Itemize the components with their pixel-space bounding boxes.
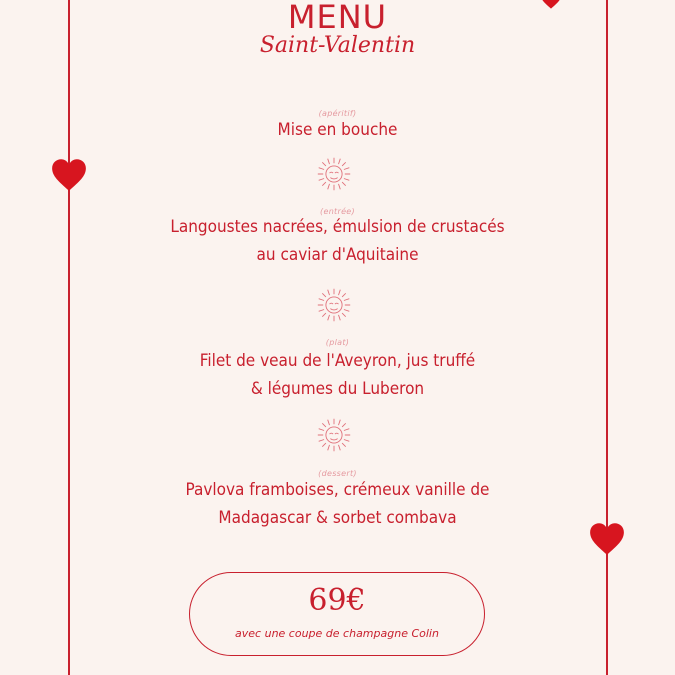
course-line: & légumes du Luberon (250, 379, 425, 399)
menu-subtitle: Saint-Valentin (259, 33, 416, 58)
menu-title: MENU (287, 0, 388, 36)
course-label-plat: (plat) (325, 338, 350, 347)
price-amount: 69€ (308, 583, 366, 618)
price-note: avec une coupe de champagne Colin (235, 627, 439, 640)
sun-icon (316, 287, 352, 323)
course-label-dessert: (dessert) (318, 469, 357, 478)
heart-icon (51, 157, 87, 193)
sun-icon (316, 156, 352, 192)
course-line: au caviar d'Aquitaine (256, 245, 419, 265)
course-line: Filet de veau de l'Aveyron, jus truffé (199, 351, 476, 371)
course-line: Mise en bouche (277, 120, 398, 140)
course-line: Madagascar & sorbet combava (218, 508, 457, 528)
course-name-plat (0, 347, 675, 403)
course-name-entree (0, 213, 675, 269)
sun-icon (316, 417, 352, 453)
course-name-aperitif (0, 116, 675, 144)
course-label-aperitif: (apéritif) (318, 109, 357, 118)
course-label-entree: (entrée) (320, 207, 355, 216)
course-line: Langoustes nacrées, émulsion de crustacés (170, 217, 505, 237)
course-line: Pavlova framboises, crémeux vanille de (185, 480, 490, 500)
price-box (189, 572, 485, 656)
course-name-dessert (0, 476, 675, 532)
